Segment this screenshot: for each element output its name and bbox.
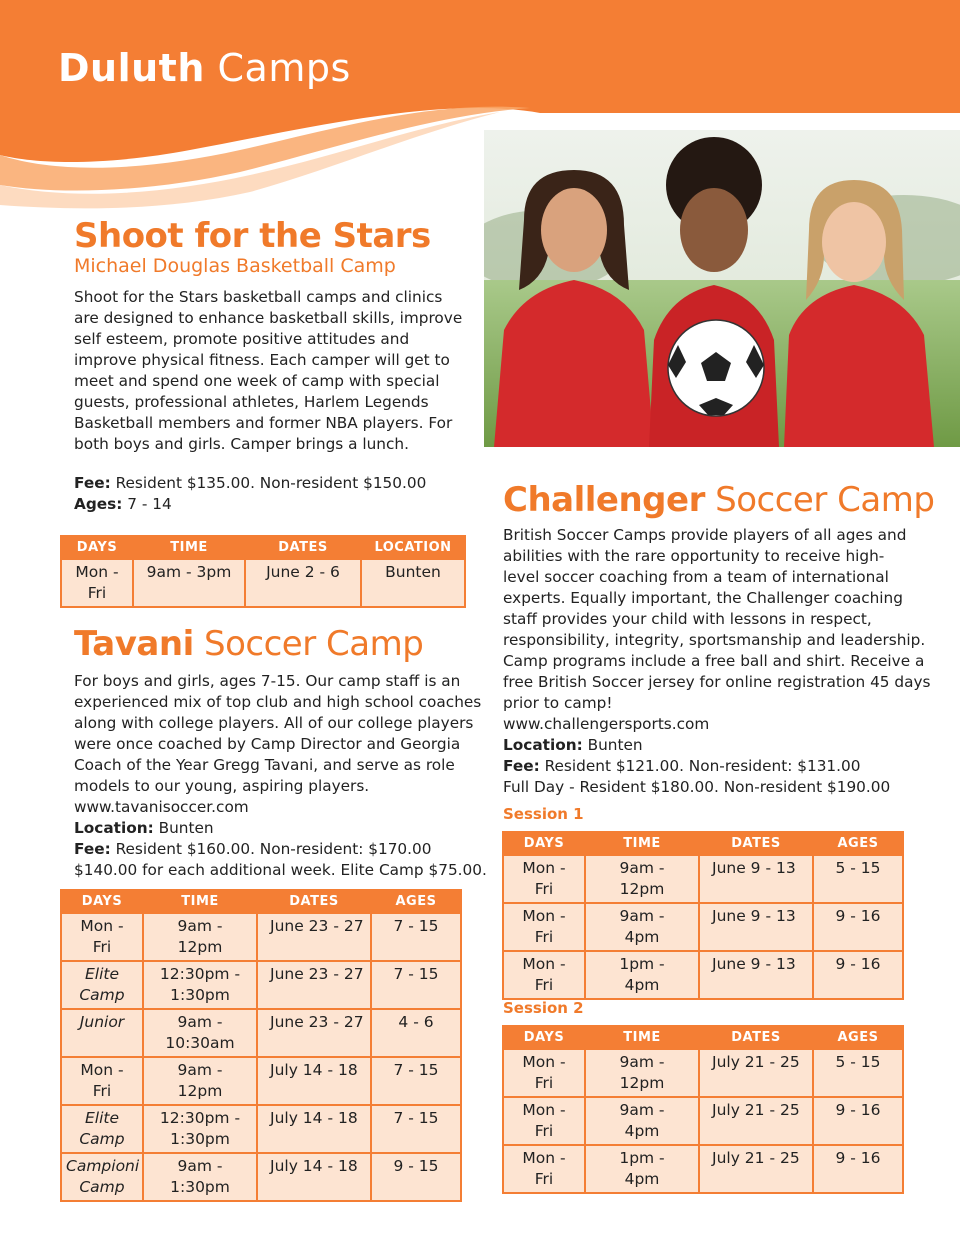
table-cell: Junior: [79, 1013, 125, 1031]
table-cell: Elite Camp: [79, 1109, 125, 1148]
table-cell: 9am - 4pm: [619, 1101, 665, 1140]
table-cell: July 14 - 18: [270, 1109, 358, 1127]
table-header: AGES: [813, 832, 903, 855]
table-row: [503, 855, 903, 903]
table-cell: 9 - 16: [835, 955, 881, 973]
tavani-website-link[interactable]: www.tavanisoccer.com: [74, 798, 249, 816]
table-cell: Mon - Fri: [80, 917, 124, 956]
table-header: LOCATION: [361, 536, 465, 559]
table-cell: June 9 - 13: [712, 859, 796, 877]
table-cell: 9am - 3pm: [146, 563, 232, 581]
table-row: [503, 951, 903, 999]
table-cell: Mon - Fri: [522, 1149, 566, 1188]
table-cell: June 23 - 27: [270, 917, 364, 935]
tavani-location: Location: Bunten: [74, 819, 214, 837]
table-cell: 9am - 1:30pm: [170, 1157, 230, 1196]
table-row: [61, 961, 461, 1009]
table-cell: 9am - 12pm: [177, 917, 223, 956]
shoot-subtitle: Michael Douglas Basketball Camp: [74, 255, 396, 277]
table-cell: July 21 - 25: [712, 1101, 800, 1119]
table-cell: 9 - 16: [835, 1101, 881, 1119]
table-row: [61, 559, 465, 607]
table-cell: 5 - 15: [835, 1053, 881, 1071]
challenger-location: Location: Bunten: [503, 736, 643, 754]
table-cell: 12:30pm - 1:30pm: [159, 965, 241, 1004]
table-header: DATES: [699, 832, 813, 855]
session-2-table: [502, 1025, 904, 1194]
table-header: DAYS: [61, 890, 143, 913]
table-cell: 9 - 15: [393, 1157, 439, 1175]
table-row: [61, 1105, 461, 1153]
shoot-fee: Fee: Resident $135.00. Non-resident $150.00: [74, 474, 427, 492]
table-cell: June 9 - 13: [712, 955, 796, 973]
table-cell: June 2 - 6: [266, 563, 340, 581]
table-header: DATES: [699, 1026, 813, 1049]
table-cell: Bunten: [385, 563, 441, 581]
table-header: DATES: [245, 536, 361, 559]
table-row: [503, 1145, 903, 1193]
challenger-description: British Soccer Camps provide players of all ages and abilities with the rare opportunity to receive high- level soccer coaching from a team of international experts. Equally important, the Challenger coaching staff provides your child with lessons in respect, responsibility, integrity, sportsmanship and leadership. Camp programs include a free ball and shirt. Receive a free British Soccer jersey for online registration 45 days prior to camp! www.challengersports.com: [503, 525, 943, 735]
table-cell: 12:30pm - 1:30pm: [159, 1109, 241, 1148]
table-header: DAYS: [61, 536, 133, 559]
table-cell: 4 - 6: [398, 1013, 434, 1031]
shoot-ages: Ages: 7 - 14: [74, 495, 172, 513]
table-cell: Mon - Fri: [75, 563, 119, 602]
table-cell: Mon - Fri: [522, 955, 566, 994]
table-header: TIME: [585, 1026, 699, 1049]
soccer-kids-photo: [484, 130, 960, 447]
table-cell: 9am - 12pm: [619, 859, 665, 898]
tavani-schedule-table: [60, 889, 462, 1202]
table-cell: Mon - Fri: [522, 1101, 566, 1140]
shoot-schedule-table: [60, 535, 466, 608]
table-cell: 9am - 4pm: [619, 907, 665, 946]
table-row: [61, 1009, 461, 1057]
table-cell: July 14 - 18: [270, 1157, 358, 1175]
table-cell: July 21 - 25: [712, 1053, 800, 1071]
table-cell: Mon - Fri: [522, 1053, 566, 1092]
tavani-description: For boys and girls, ages 7-15. Our camp staff is an experienced mix of top club and high school coaches along with college players. All of our college players were once coached by Camp Director and Georgia Coach of the Year Gregg Tavani, and serve as role models to our young, aspiring players. www.tavanisoccer.com: [74, 672, 482, 816]
table-cell: 1pm - 4pm: [619, 955, 665, 994]
table-header: TIME: [585, 832, 699, 855]
table-cell: Mon - Fri: [80, 1061, 124, 1100]
table-row: [61, 1153, 461, 1201]
table-cell: Mon - Fri: [522, 859, 566, 898]
shoot-section: [74, 216, 474, 515]
table-cell: Elite Camp: [79, 965, 125, 1004]
table-header: AGES: [371, 890, 461, 913]
challenger-title: Challenger Soccer Camp: [503, 480, 935, 520]
table-cell: June 23 - 27: [270, 965, 364, 983]
tavani-fee: Fee: Resident $160.00. Non-resident: $170.00: [74, 840, 432, 858]
session-1-label: Session 1: [503, 805, 584, 823]
challenger-fee: Fee: Resident $121.00. Non-resident: $131.00: [503, 757, 861, 775]
table-cell: 5 - 15: [835, 859, 881, 877]
shoot-title: Shoot for the Stars: [74, 216, 431, 256]
session-1-table: [502, 831, 904, 1000]
table-cell: 9 - 16: [835, 1149, 881, 1167]
challenger-fullday-fee: Full Day - Resident $180.00. Non-resident $190.00: [503, 778, 891, 796]
table-cell: 1pm - 4pm: [619, 1149, 665, 1188]
page-title: Duluth Camps: [58, 46, 351, 90]
table-cell: July 21 - 25: [712, 1149, 800, 1167]
table-header: DATES: [257, 890, 371, 913]
table-cell: July 14 - 18: [270, 1061, 358, 1079]
table-cell: 7 - 15: [393, 1109, 439, 1127]
table-cell: 9am - 12pm: [177, 1061, 223, 1100]
table-row: [503, 1049, 903, 1097]
table-cell: 7 - 15: [393, 965, 439, 983]
table-cell: 9am - 10:30am: [165, 1013, 235, 1052]
table-header: TIME: [133, 536, 245, 559]
table-header: DAYS: [503, 832, 585, 855]
table-cell: 9 - 16: [835, 907, 881, 925]
session-2-label: Session 2: [503, 999, 584, 1017]
table-row: [61, 913, 461, 961]
tavani-section: [74, 624, 487, 881]
table-row: [503, 903, 903, 951]
table-cell: June 9 - 13: [712, 907, 796, 925]
challenger-website-link[interactable]: www.challengersports.com: [503, 715, 710, 733]
table-header: DAYS: [503, 1026, 585, 1049]
table-cell: June 23 - 27: [270, 1013, 364, 1031]
challenger-section: [503, 480, 943, 798]
tavani-fee-extra: $140.00 for each additional week. Elite Camp $75.00.: [74, 861, 487, 879]
table-cell: 7 - 15: [393, 1061, 439, 1079]
shoot-description: Shoot for the Stars basketball camps and clinics are designed to enhance basketball skills, improve self esteem, promote positive attitudes and improve physical fitness. Each camper will get to meet and spend one week of camp with special guests, professional athletes, Harlem Legends Basketball members and former NBA players. For both boys and girls. Camper brings a lunch.: [74, 288, 463, 453]
table-header: AGES: [813, 1026, 903, 1049]
table-row: [503, 1097, 903, 1145]
table-cell: 9am - 12pm: [619, 1053, 665, 1092]
table-cell: Campioni Camp: [66, 1157, 140, 1196]
table-row: [61, 1057, 461, 1105]
table-cell: Mon - Fri: [522, 907, 566, 946]
table-cell: 7 - 15: [393, 917, 439, 935]
table-header: TIME: [143, 890, 257, 913]
tavani-title: Tavani Soccer Camp: [74, 624, 424, 664]
